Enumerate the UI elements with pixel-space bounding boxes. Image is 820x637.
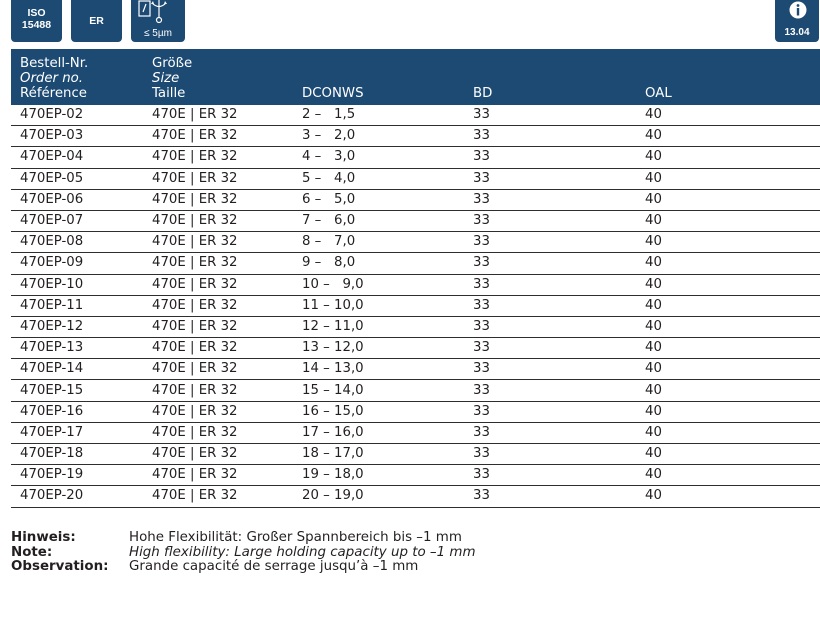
cell-oal: 40 (636, 380, 820, 401)
table-row (11, 401, 820, 422)
table-header-row (11, 49, 820, 105)
cell-dconws: 15 – 14,0 (293, 380, 464, 401)
cell-bd: 33 (464, 210, 636, 231)
table-row (11, 253, 820, 274)
cell-order-no: 470EP-09 (11, 253, 143, 274)
table-row (11, 274, 820, 295)
cell-order-no: 470EP-04 (11, 147, 143, 168)
header-oal: OAL (645, 86, 672, 101)
cell-size: 470E | ER 32 (143, 422, 293, 443)
cell-order-no: 470EP-06 (11, 189, 143, 210)
table-row (11, 380, 820, 401)
table-row (11, 422, 820, 443)
cell-size: 470E | ER 32 (143, 189, 293, 210)
note-row (11, 531, 476, 546)
cell-size: 470E | ER 32 (143, 316, 293, 337)
iso-badge-line2: 15488 (21, 19, 52, 31)
accuracy-badge (131, 0, 185, 42)
header-size-en: Size (152, 71, 180, 86)
header-order-fr: Référence (20, 86, 87, 101)
cell-order-no: 470EP-17 (11, 422, 143, 443)
cell-order-no: 470EP-18 (11, 444, 143, 465)
cell-order-no: 470EP-16 (11, 401, 143, 422)
table-row (11, 168, 820, 189)
cell-order-no: 470EP-19 (11, 465, 143, 486)
note-label: Observation: (11, 559, 109, 574)
cell-dconws: 6 – 5,0 (293, 189, 464, 210)
cell-bd: 33 (464, 401, 636, 422)
table-row (11, 465, 820, 486)
cell-order-no: 470EP-07 (11, 210, 143, 231)
cell-oal: 40 (636, 147, 820, 168)
cell-size: 470E | ER 32 (143, 168, 293, 189)
cell-dconws: 9 – 8,0 (293, 253, 464, 274)
cell-oal: 40 (636, 232, 820, 253)
header-bd: BD (473, 86, 493, 101)
version-label: 13.04 (784, 27, 810, 38)
cell-dconws: 5 – 4,0 (293, 168, 464, 189)
cell-oal: 40 (636, 168, 820, 189)
accuracy-label: ≤ 5µm (144, 28, 172, 39)
cell-bd: 33 (464, 380, 636, 401)
cell-dconws: 16 – 15,0 (293, 401, 464, 422)
cell-oal: 40 (636, 210, 820, 231)
cell-dconws: 19 – 18,0 (293, 465, 464, 486)
table-row (11, 295, 820, 316)
cell-oal: 40 (636, 189, 820, 210)
cell-bd: 33 (464, 338, 636, 359)
cell-order-no: 470EP-10 (11, 274, 143, 295)
cell-oal: 40 (636, 401, 820, 422)
header-size-de: Größe (152, 56, 193, 71)
cell-oal: 40 (636, 465, 820, 486)
note-text: Grande capacité de serrage jusqu’à –1 mm (129, 559, 419, 574)
note-label: Note: (11, 544, 53, 560)
cell-bd: 33 (464, 316, 636, 337)
header-order-en: Order no. (20, 71, 84, 86)
cell-size: 470E | ER 32 (143, 253, 293, 274)
cell-size: 470E | ER 32 (143, 105, 293, 126)
cell-order-no: 470EP-20 (11, 486, 143, 507)
cell-size: 470E | ER 32 (143, 380, 293, 401)
table-row (11, 147, 820, 168)
cell-oal: 40 (636, 444, 820, 465)
cell-oal: 40 (636, 274, 820, 295)
cell-bd: 33 (464, 105, 636, 126)
cell-dconws: 14 – 13,0 (293, 359, 464, 380)
cell-order-no: 470EP-11 (11, 295, 143, 316)
cell-dconws: 7 – 6,0 (293, 210, 464, 231)
cell-bd: 33 (464, 359, 636, 380)
cell-bd: 33 (464, 232, 636, 253)
cell-order-no: 470EP-15 (11, 380, 143, 401)
cell-order-no: 470EP-02 (11, 105, 143, 126)
cell-bd: 33 (464, 147, 636, 168)
cell-size: 470E | ER 32 (143, 147, 293, 168)
product-table (11, 49, 820, 508)
iso-badge-line1: ISO (27, 7, 46, 19)
cell-order-no: 470EP-13 (11, 338, 143, 359)
table-row (11, 486, 820, 507)
cell-size: 470E | ER 32 (143, 274, 293, 295)
cell-size: 470E | ER 32 (143, 401, 293, 422)
table-row (11, 359, 820, 380)
cell-dconws: 2 – 1,5 (293, 105, 464, 126)
cell-order-no: 470EP-05 (11, 168, 143, 189)
cell-dconws: 3 – 2,0 (293, 126, 464, 147)
cell-bd: 33 (464, 189, 636, 210)
cell-bd: 33 (464, 465, 636, 486)
cell-dconws: 18 – 17,0 (293, 444, 464, 465)
note-text: Hohe Flexibilität: Großer Spannbereich bis –1 mm (129, 530, 462, 545)
header-size-fr: Taille (152, 86, 186, 101)
cell-order-no: 470EP-12 (11, 316, 143, 337)
cell-bd: 33 (464, 486, 636, 507)
cell-dconws: 17 – 16,0 (293, 422, 464, 443)
table-row (11, 316, 820, 337)
info-badge[interactable] (775, 0, 819, 42)
note-text: High flexibility: Large holding capacity up to –1 mm (129, 544, 476, 560)
cell-bd: 33 (464, 444, 636, 465)
cell-dconws: 10 – 9,0 (293, 274, 464, 295)
cell-order-no: 470EP-14 (11, 359, 143, 380)
notes-section (11, 531, 476, 575)
cell-size: 470E | ER 32 (143, 232, 293, 253)
header-dconws: DCONWS (302, 86, 364, 101)
cell-dconws: 20 – 19,0 (293, 486, 464, 507)
cell-oal: 40 (636, 422, 820, 443)
cell-size: 470E | ER 32 (143, 444, 293, 465)
table-row (11, 189, 820, 210)
cell-size: 470E | ER 32 (143, 465, 293, 486)
header-order-de: Bestell-Nr. (20, 56, 89, 71)
table-row (11, 105, 820, 126)
header-size (143, 49, 293, 105)
cell-size: 470E | ER 32 (143, 338, 293, 359)
cell-dconws: 13 – 12,0 (293, 338, 464, 359)
table-row (11, 444, 820, 465)
info-icon (788, 0, 808, 20)
cell-oal: 40 (636, 338, 820, 359)
cell-oal: 40 (636, 359, 820, 380)
cell-size: 470E | ER 32 (143, 359, 293, 380)
header-order-no (11, 49, 143, 105)
cell-bd: 33 (464, 253, 636, 274)
cell-dconws: 4 – 3,0 (293, 147, 464, 168)
table-row (11, 232, 820, 253)
table-row (11, 126, 820, 147)
cell-dconws: 12 – 11,0 (293, 316, 464, 337)
note-row (11, 560, 476, 575)
cell-order-no: 470EP-03 (11, 126, 143, 147)
cell-order-no: 470EP-08 (11, 232, 143, 253)
cell-bd: 33 (464, 422, 636, 443)
cell-bd: 33 (464, 126, 636, 147)
cell-oal: 40 (636, 295, 820, 316)
cell-bd: 33 (464, 274, 636, 295)
table-row (11, 338, 820, 359)
cell-oal: 40 (636, 126, 820, 147)
cell-oal: 40 (636, 105, 820, 126)
cell-dconws: 8 – 7,0 (293, 232, 464, 253)
cell-size: 470E | ER 32 (143, 126, 293, 147)
note-row (11, 546, 476, 561)
cell-dconws: 11 – 10,0 (293, 295, 464, 316)
cell-bd: 33 (464, 168, 636, 189)
cell-oal: 40 (636, 253, 820, 274)
table-row (11, 210, 820, 231)
cell-oal: 40 (636, 316, 820, 337)
cell-oal: 40 (636, 486, 820, 507)
note-label: Hinweis: (11, 530, 76, 545)
runout-gauge-icon (137, 0, 179, 24)
iso-badge (11, 0, 62, 42)
cell-size: 470E | ER 32 (143, 486, 293, 507)
cell-bd: 33 (464, 295, 636, 316)
cell-size: 470E | ER 32 (143, 295, 293, 316)
cell-size: 470E | ER 32 (143, 210, 293, 231)
er-badge: ER (71, 0, 122, 42)
